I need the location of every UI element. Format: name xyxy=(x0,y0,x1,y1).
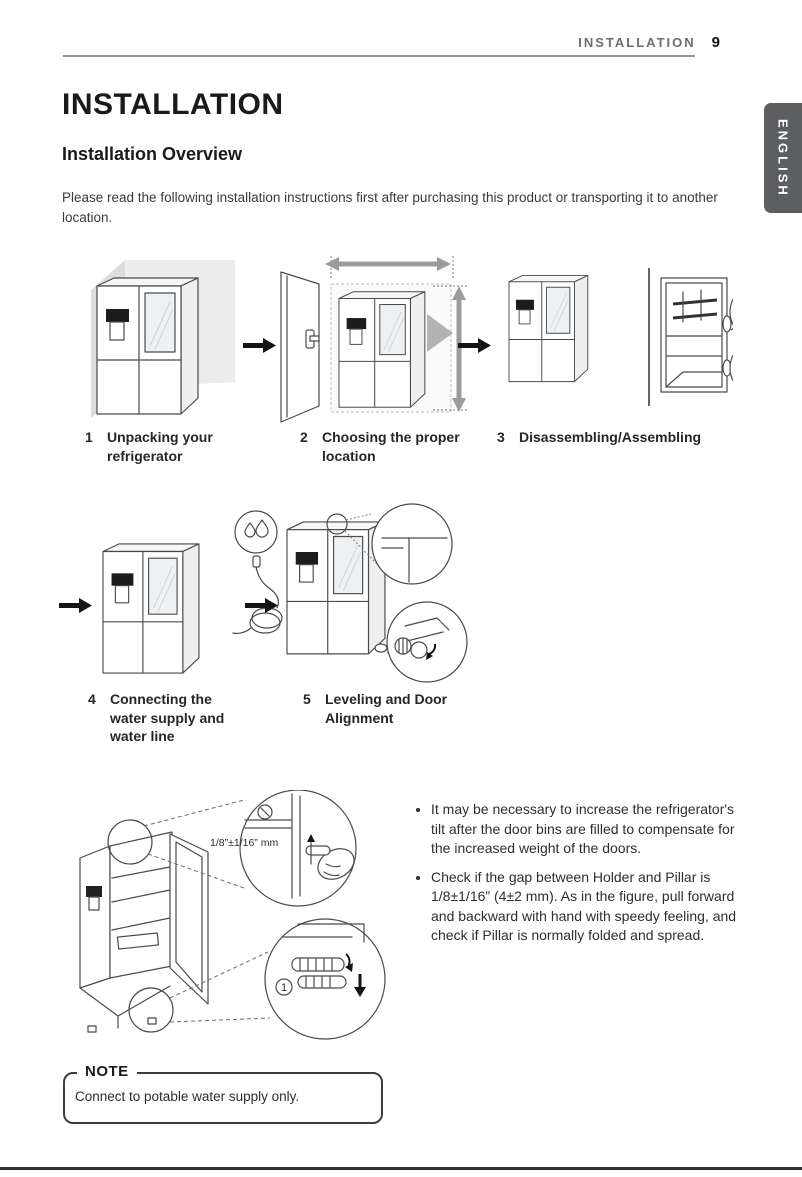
note-title: NOTE xyxy=(77,1063,137,1080)
steps-1-3-figure xyxy=(63,252,733,424)
step-label: Connecting the water supply and water line xyxy=(110,691,225,744)
width-measure-arrow xyxy=(325,256,453,280)
note-box xyxy=(63,1063,383,1124)
circled-number: 1 xyxy=(280,982,288,994)
leveling-detail-figure xyxy=(60,790,405,1048)
door-gap-callout xyxy=(372,504,452,584)
refrigerator-icon xyxy=(97,278,198,414)
water-supply-icon xyxy=(235,511,277,553)
next-step-arrow-icon xyxy=(59,598,92,613)
next-step-arrow-icon xyxy=(243,338,276,353)
header-rule xyxy=(63,55,695,57)
refrigerator-icon xyxy=(509,276,588,382)
language-tab-label: ENGLISH xyxy=(775,118,791,198)
water-line-tube xyxy=(233,556,282,633)
step4-illustration xyxy=(103,511,282,673)
door-callout-top xyxy=(730,285,733,339)
running-head xyxy=(0,34,720,52)
language-tab xyxy=(764,103,802,213)
section-subtitle: Installation Overview xyxy=(62,144,243,164)
running-head-section: INSTALLATION xyxy=(578,35,696,50)
step-caption-2 xyxy=(300,428,470,465)
step-caption-3 xyxy=(497,428,729,447)
step-caption-4 xyxy=(88,690,238,746)
leveling-screw-callout xyxy=(265,919,385,1039)
step-number: 5 xyxy=(303,691,311,707)
step-label: Choosing the proper location xyxy=(322,429,460,464)
gap-check-callout xyxy=(210,790,359,906)
step5-illustration xyxy=(287,504,467,682)
next-step-arrow-icon xyxy=(245,598,278,613)
refrigerator-icon xyxy=(103,544,199,673)
leveling-marker xyxy=(375,644,387,652)
room-door xyxy=(281,272,319,422)
note-text: Connect to potable water supply only. xyxy=(75,1089,300,1104)
bullet-item: • It may be necessary to increase the refrigerator's tilt after the door bins are filled to compensate for the increased weight of the doors. xyxy=(431,800,747,859)
step-number: 2 xyxy=(300,429,308,445)
step-label: Disassembling/Assembling xyxy=(519,429,702,445)
leg-zoom-marker xyxy=(129,988,173,1032)
open-cabinet xyxy=(661,278,731,392)
step3-illustration xyxy=(509,268,733,406)
notes-list xyxy=(413,800,747,946)
step-label: Leveling and Door Alignment xyxy=(325,691,448,726)
next-step-arrow-icon xyxy=(458,338,491,353)
step-number: 3 xyxy=(497,429,505,445)
open-refrigerator xyxy=(80,820,208,1032)
step-number: 1 xyxy=(85,429,93,445)
footer-rule xyxy=(0,1167,802,1170)
intro-paragraph: Please read the following installation instructions first after purchasing this product or transporting it to another location. xyxy=(62,190,718,225)
notes-block xyxy=(413,800,747,955)
refrigerator-icon xyxy=(287,522,385,654)
step-number: 4 xyxy=(88,691,96,707)
gap-measurement-label: 1/8”±1/16” mm xyxy=(210,837,279,849)
page-title: INSTALLATION xyxy=(62,88,284,121)
steps-4-5-figure xyxy=(55,498,485,690)
step1-illustration xyxy=(91,260,235,418)
bullet-item: • Check if the gap between Holder and Pillar is 1/8±1/16” (4±2 mm). As in the figure, pull forward and backward with hand with speedy feeling, and check if Pillar is normally folded and spread. xyxy=(431,868,747,946)
step-caption-5 xyxy=(303,690,465,727)
door-callout-bottom xyxy=(730,341,733,395)
step-label: Unpacking your refrigerator xyxy=(107,429,213,464)
step2-illustration xyxy=(281,256,469,422)
leveling-callout xyxy=(387,602,467,682)
page-number: 9 xyxy=(711,34,720,51)
refrigerator-icon xyxy=(339,292,425,408)
step-caption-1 xyxy=(85,428,225,465)
